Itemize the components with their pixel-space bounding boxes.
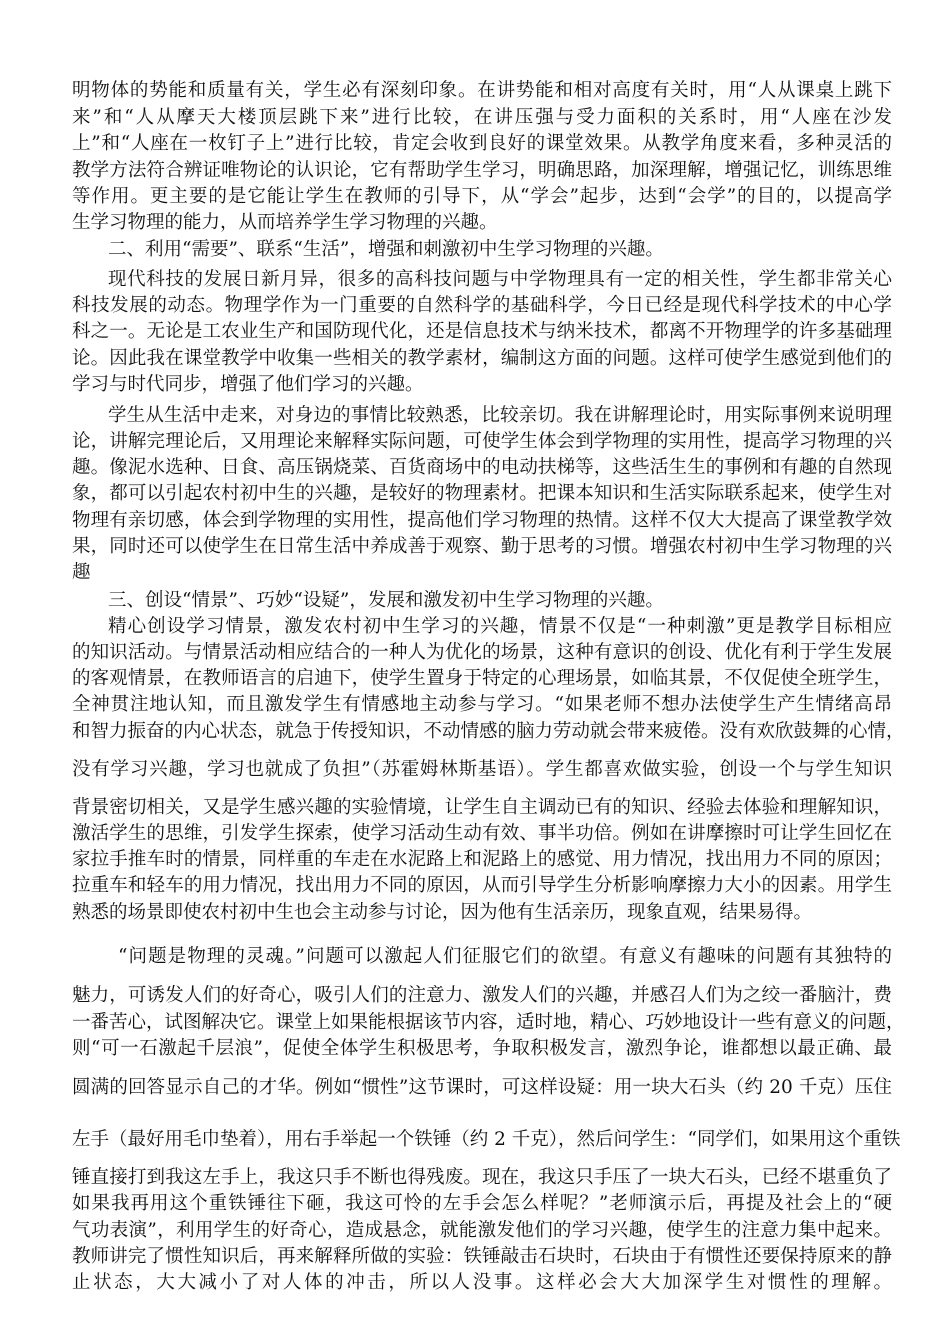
text-line: 科之一。无论是工农业生产和国防现代化，还是信息技术与纳米技术，都离不开物理学的许多基础理 bbox=[72, 321, 892, 342]
section-heading: 二、利用“需要”、联系“生活”，增强和刺激初中生学习物理的兴趣。 bbox=[108, 239, 664, 260]
text-line: 圆满的回答显示自己的才华。例如“惯性”这节课时，可这样设疑：用一块大石头（约 20 千克）压住 bbox=[72, 1077, 892, 1098]
text-line: 教师讲完了惯性知识后，再来解释所做的实验：铁锤敲击石块时，石块由于有惯性还要保持原来的静 bbox=[72, 1246, 892, 1267]
text-line: “问题是物理的灵魂。”问题可以激起人们征服它们的欲望。有意义有趣味的问题有其独特的 bbox=[118, 946, 892, 967]
text-line: 的知识活动。与情景活动相应结合的一种人为优化的场景，这种有意识的创设、优化有利于学生发展 bbox=[72, 642, 892, 663]
text-line: 上”和“人座在一枚钉子上”进行比较，肯定会收到良好的课堂效果。从教学角度来看，多种灵活的 bbox=[72, 133, 892, 154]
text-line: 生学习物理的能力，从而培养学生学习物理的兴趣。 bbox=[72, 212, 498, 233]
text-line: 背景密切相关，又是学生感兴趣的实验情境，让学生自主调动已有的知识、经验去体验和理解知识， bbox=[72, 797, 892, 818]
text-line: 和智力振奋的内心状态，就急于传授知识，不动情感的脑力劳动就会带来疲倦。没有欢欣鼓舞的心情， bbox=[72, 721, 905, 742]
text-line: 学生从生活中走来，对身边的事情比较熟悉，比较亲切。我在讲解理论时，用实际事例来说明理 bbox=[108, 405, 892, 426]
section-heading: 三、创设“情景”、巧妙“设疑”，发展和激发初中生学习物理的兴趣。 bbox=[108, 590, 664, 611]
text-line: 魅力，可诱发人们的好奇心，吸引人们的注意力、激发人们的兴趣，并感召人们为之绞一番脑汁，费 bbox=[72, 985, 892, 1006]
text-line: 等作用。更主要的是它能让学生在教师的引导下，从“学会”起步，达到“会学”的目的，以提高学 bbox=[72, 186, 892, 207]
text-line: 来”和“人从摩天大楼顶层跳下来”进行比较，在讲压强与受力面积的关系时，用“人座在沙发 bbox=[72, 107, 892, 128]
text-line: 论，讲解完理论后，又用理论来解释实际问题，可使学生体会到学物理的实用性，提高学习物理的兴 bbox=[72, 431, 892, 452]
text-line: 如果我再用这个重铁锤往下砸，我这可怜的左手会怎么样呢？”老师演示后，再提及社会上的“硬 bbox=[72, 1193, 892, 1214]
text-line: 现代科技的发展日新月异，很多的高科技问题与中学物理具有一定的相关性，学生都非常关心 bbox=[108, 269, 892, 290]
text-line: 止状态，大大减小了对人体的冲击，所以人没事。这样必会大大加深学生对惯性的理解。 bbox=[72, 1272, 892, 1293]
text-line: 物理有亲切感，体会到学物理的实用性，提高他们学习物理的热情。这样不仅大大提高了课堂教学效 bbox=[72, 510, 892, 531]
text-line: 科技发展的动态。物理学作为一门重要的自然科学的基础科学，今日已经是现代科学技术的中心学 bbox=[72, 295, 892, 316]
text-line: 一番苦心，试图解决它。课堂上如果能根据该节内容，适时地，精心、巧妙地设计一些有意义的问题， bbox=[72, 1012, 905, 1033]
text-line: 教学方法符合辨证唯物论的认识论，它有帮助学生学习，明确思路，加深理解，增强记忆，训练思维 bbox=[72, 160, 892, 181]
text-line: 全神贯注地认知，而且激发学生有情感地主动参与学习。“如果老师不想办法使学生产生情绪高昂 bbox=[72, 694, 892, 715]
text-line: 左手（最好用毛巾垫着），用右手举起一个铁锤（约 2 千克），然后问学生：“同学们，如果用这个重铁 bbox=[72, 1129, 901, 1150]
text-line: 没有学习兴趣，学习也就成了负担”（苏霍姆林斯基语）。学生都喜欢做实验，创设一个与学生知识 bbox=[72, 759, 892, 780]
text-line: 的客观情景，在教师语言的启迪下，使学生置身于特定的心理场景，如临其景，不仅促使全班学生， bbox=[72, 668, 892, 689]
text-line: 果，同时还可以使学生在日常生活中养成善于观察、勤于思考的习惯。增强农村初中生学习物理的兴 bbox=[72, 536, 892, 557]
text-line: 家拉手推车时的情景，同样重的车走在水泥路上和泥路上的感觉、用力情况，找出用力不同的原因； bbox=[72, 849, 892, 870]
text-line: 精心创设学习情景，激发农村初中生学习的兴趣，情景不仅是“一种刺激”更是教学目标相应 bbox=[108, 616, 892, 637]
text-line: 趣。像泥水选种、日食、高压锅烧菜、百货商场中的电动扶梯等，这些活生生的事例和有趣的自然现 bbox=[72, 457, 892, 478]
text-line: 则“可一石激起千层浪”，促使全体学生积极思考，争取积极发言，激烈争论，谁都想以最正确、最 bbox=[72, 1038, 892, 1059]
text-line: 学习与时代同步，增强了他们学习的兴趣。 bbox=[72, 374, 424, 395]
text-line: 象，都可以引起农村初中生的兴趣，是较好的物理素材。把课本知识和生活实际联系起来，使学生对 bbox=[72, 483, 892, 504]
text-line: 气功表演”，利用学生的好奇心，造成悬念，就能激发他们的学习兴趣，使学生的注意力集中起来。 bbox=[72, 1220, 892, 1241]
text-line: 拉重车和轻车的用力情况，找出用力不同的原因，从而引导学生分析影响摩擦力大小的因素。用学生 bbox=[72, 875, 892, 896]
text-line: 论。因此我在课堂教学中收集一些相关的教学素材，编制这方面的问题。这样可使学生感觉到他们的 bbox=[72, 348, 892, 369]
text-line: 激活学生的思维，引发学生探索，使学习活动生动有效、事半功倍。例如在讲摩擦时可让学生回忆在 bbox=[72, 823, 892, 844]
text-line: 锤直接打到我这左手上，我这只手不断也得残废。现在，我这只手压了一块大石头，已经不堪重负了 bbox=[72, 1167, 892, 1188]
text-line: 明物体的势能和质量有关，学生必有深刻印象。在讲势能和相对高度有关时，用“人从课桌上跳下 bbox=[72, 80, 892, 101]
text-line: 趣 bbox=[72, 562, 91, 583]
text-line: 熟悉的场景即使农村初中生也会主动参与讨论，因为他有生活亲历，现象直观，结果易得。 bbox=[72, 902, 813, 923]
